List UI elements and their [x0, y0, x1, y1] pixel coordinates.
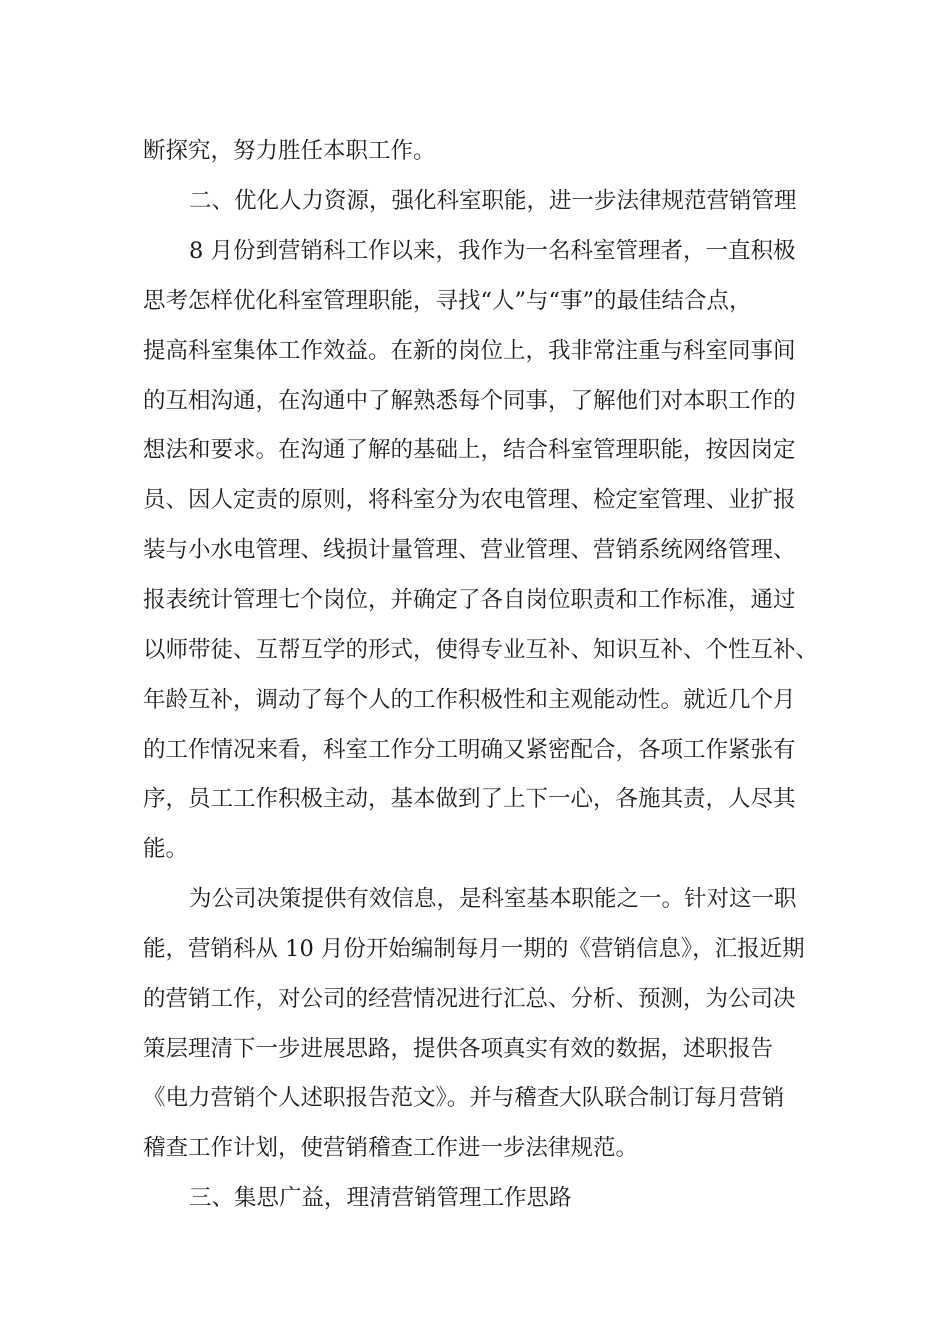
section-heading: 二、优化人力资源，强化科室职能，进一步法律规范营销管理	[189, 188, 797, 214]
text-line: 的营销工作，对公司的经营情况进行汇总、分析、预测，为公司决	[143, 986, 796, 1012]
text-line: 策层理清下一步进展思路，提供各项真实有效的数据，述职报告	[143, 1036, 774, 1062]
text-line: 稽查工作计划，使营销稽查工作进一步法律规范。	[143, 1135, 639, 1161]
text-line: 为公司决策提供有效信息，是科室基本职能之一。针对这一职	[189, 886, 797, 912]
text-line: 报表统计管理七个岗位，并确定了各自岗位职责和工作标准，通过	[143, 587, 796, 613]
text-line: 能，营销科从 10 月份开始编制每月一期的《营销信息》，汇报近期	[143, 936, 805, 962]
section-heading: 三、集思广益，理清营销管理工作思路	[189, 1185, 572, 1211]
text-line: 以师带徒、互帮互学的形式，使得专业互补、知识互补、个性互补、	[143, 637, 819, 663]
text-line: 想法和要求。在沟通了解的基础上，结合科室管理职能，按因岗定	[143, 437, 796, 463]
text-line: 的工作情况来看，科室工作分工明确又紧密配合，各项工作紧张有	[143, 737, 796, 763]
text-line: 思考怎样优化科室管理职能，寻找“人”与“事”的最佳结合点，	[143, 288, 752, 314]
text-line: 能。	[143, 836, 189, 862]
text-line: 《电力营销个人述职报告范文》。并与稽查大队联合制订每月营销	[143, 1085, 785, 1111]
text-line: 序，员工工作积极主动，基本做到了上下一心，各施其责，人尽其	[143, 786, 796, 812]
text-line: 断探究，努力胜任本职工作。	[143, 138, 436, 164]
text-line: 员、因人定责的原则，将科室分为农电管理、检定室管理、业扩报	[143, 487, 796, 513]
text-line: 年龄互补，调动了每个人的工作积极性和主观能动性。就近几个月	[143, 687, 796, 713]
text-line: 装与小水电管理、线损计量管理、营业管理、营销系统网络管理、	[143, 537, 796, 563]
text-line: 8 月份到营销科工作以来，我作为一名科室管理者，一直积极	[189, 238, 796, 264]
text-line: 的互相沟通，在沟通中了解熟悉每个同事，了解他们对本职工作的	[143, 388, 796, 414]
text-line: 提高科室集体工作效益。在新的岗位上，我非常注重与科室同事间	[143, 338, 796, 364]
